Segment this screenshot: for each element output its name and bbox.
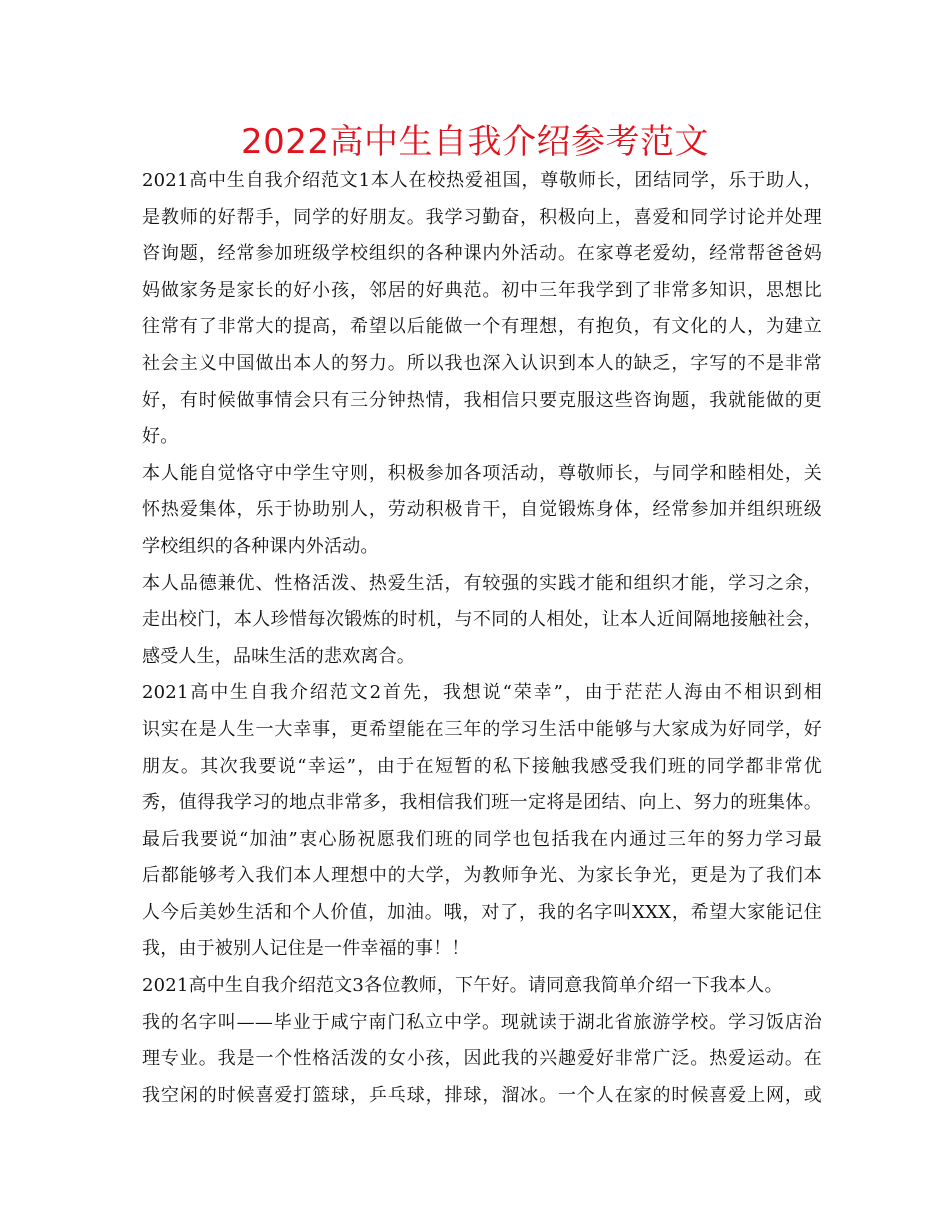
text-line: 学校组织的各种课内外活动。	[142, 535, 379, 557]
document-body	[142, 163, 822, 1114]
text-line: 本人能自觉恪守中学生守则，积极参加各项活动，尊敬师长，与同学和睦相处，关	[142, 462, 822, 484]
text-line: 感受人生，品味生活的悲欢离合。	[142, 645, 415, 667]
text-line: 2021高中生自我介绍范文1本人在校热爱祖国，尊敬师长，团结同学，乐于助人，	[142, 170, 822, 191]
text-line: 朋友。其次我要说“幸运”，由于在短暂的私下接触我感受我们班的同学都非常优	[142, 755, 822, 777]
text-line: 识实在是人生一大幸事，更希望能在三年的学习生活中能够与大家成为好同学，好	[142, 718, 822, 740]
text-line: 怀热爱集体，乐于协助别人，劳动积极肯干，自觉锻炼身体，经常参加并组织班级	[142, 499, 822, 521]
text-line: 社会主义中国做出本人的努力。所以我也深入认识到本人的缺乏，字写的不是非常	[142, 352, 822, 374]
text-line: 2021高中生自我介绍范文2首先，我想说“荣幸”，由于茫茫人海由不相识到相	[142, 682, 822, 704]
text-line: 最后我要说“加油”衷心肠祝愿我们班的同学也包括我在内通过三年的努力学习最	[142, 828, 822, 850]
text-line: 咨询题，经常参加班级学校组织的各种课内外活动。在家尊老爱幼，经常帮爸爸妈	[142, 243, 822, 265]
text-line: 是教师的好帮手，同学的好朋友。我学习勤奋，积极向上，喜爱和同学讨论并处理	[142, 206, 822, 228]
text-line: 我的名字叫——毕业于咸宁南门私立中学。现就读于湖北省旅游学校。学习饭店治	[142, 1011, 822, 1033]
text-line: 好，有时候做事情会只有三分钟热情，我相信只要克服这些咨询题，我就能做的更	[142, 389, 822, 411]
text-line: 走出校门，本人珍惜每次锻炼的时机，与不同的人相处，让本人近间隔地接触社会，	[142, 609, 822, 631]
document-title: 2022高中生自我介绍参考范文	[240, 122, 710, 162]
text-line: 往常有了非常大的提高，希望以后能做一个有理想，有抱负，有文化的人，为建立	[142, 316, 822, 338]
text-line: 好。	[142, 426, 179, 448]
text-line: 妈做家务是家长的好小孩，邻居的好典范。初中三年我学到了非常多知识，思想比	[142, 279, 822, 301]
text-line: 本人品德兼优、性格活泼、热爱生活，有较强的实践才能和组织才能，学习之余，	[142, 572, 822, 594]
text-line: 我空闲的时候喜爱打篮球，乒乓球，排球，溜冰。一个人在家的时候喜爱上网，或	[142, 1084, 822, 1106]
text-line: 后都能够考入我们本人理想中的大学，为教师争光、为家长争光，更是为了我们本	[142, 865, 822, 887]
text-line: 理专业。我是一个性格活泼的女小孩，因此我的兴趣爱好非常广泛。热爱运动。在	[142, 1048, 822, 1070]
text-line: 我，由于被别人记住是一件幸福的事！！	[142, 938, 470, 960]
text-line: 人今后美妙生活和个人价值，加油。哦，对了，我的名字叫XXX，希望大家能记住	[142, 901, 822, 923]
text-line: 2021高中生自我介绍范文3各位教师，下午好。请同意我简单介绍一下我本人。	[142, 975, 783, 997]
text-line: 秀，值得我学习的地点非常多，我相信我们班一定将是团结、向上、努力的班集体。	[142, 792, 822, 814]
